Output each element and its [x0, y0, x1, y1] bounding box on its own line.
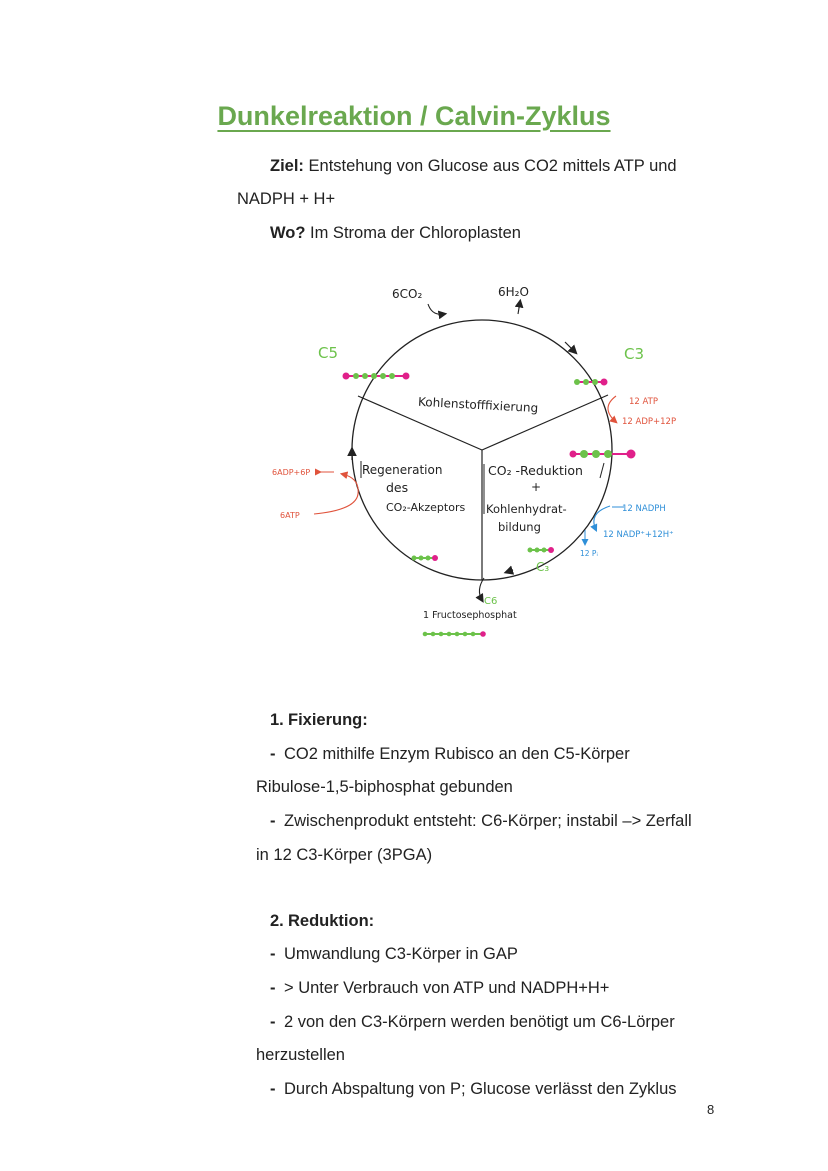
- section-2-title: Reduktion:: [288, 912, 375, 930]
- input-co2-label: 6CO₂: [392, 287, 423, 301]
- h2o-arrow-icon: [518, 302, 520, 314]
- goal-continuation: NADPH + H+: [237, 190, 336, 208]
- list-item-continuation: herzustellen: [256, 1046, 345, 1064]
- goal-line: [270, 157, 677, 176]
- c5-molecule-chain: [343, 373, 410, 380]
- regeneration-sector-label-3: CO₂-Akzeptors: [386, 501, 466, 514]
- section-1-title: Fixierung:: [288, 711, 368, 729]
- goal-text: Entstehung von Glucose aus CO2 mittels ATP und: [303, 157, 677, 175]
- reduction-sector-label-1: CO₂ -Reduktion: [488, 463, 583, 478]
- c3-double-phosphate-chain: [570, 450, 636, 459]
- fructosephosphate-molecule-chain: [423, 631, 486, 637]
- calvin-cycle-diagram: [260, 278, 700, 648]
- pi-out-label: 12 Pᵢ: [580, 549, 598, 558]
- list-item: - 2 von den C3-Körpern werden benötigt um C6-Lörper: [270, 1013, 675, 1031]
- section-1-number: 1.: [270, 711, 284, 729]
- section-2-number: 2.: [270, 912, 284, 930]
- section-1-heading: [270, 711, 368, 730]
- atp-in-label: 12 ATP: [629, 397, 658, 407]
- c3-bottom-label: C₃: [536, 560, 550, 574]
- list-item: - CO2 mithilfe Enzym Rubisco an den C5-Körper: [270, 745, 630, 763]
- nadph-in-label: 12 NADPH: [622, 504, 666, 514]
- list-item-continuation: in 12 C3-Körper (3PGA): [256, 846, 433, 864]
- c3-bottom-molecule-chain: [528, 547, 555, 553]
- list-item: - Zwischenprodukt entsteht: C6-Körper; instabil –> Zerfall: [270, 812, 692, 830]
- reduction-sector-label-3: Kohlenhydrat-: [486, 502, 567, 516]
- regen-atp-label: 6ATP: [280, 511, 300, 520]
- cycle-arrow-icon: [507, 570, 513, 572]
- where-line: [270, 224, 521, 243]
- section-2-heading: [270, 912, 374, 931]
- list-item-continuation: Ribulose-1,5-biphosphat gebunden: [256, 778, 513, 796]
- c6-label: C6: [484, 596, 498, 607]
- where-text: Im Stroma der Chloroplasten: [305, 224, 521, 242]
- c5-label: C5: [318, 344, 339, 362]
- list-item: - > Unter Verbrauch von ATP und NADPH+H+: [270, 979, 610, 997]
- list-item: - Umwandlung C3-Körper in GAP: [270, 945, 518, 963]
- nadph-arrow-icon: [594, 506, 610, 530]
- regen-adp-label: 6ADP+6P: [272, 468, 311, 477]
- nadp-out-label: 12 NADP⁺+12H⁺: [603, 530, 674, 540]
- fixation-sector-label: Kohlenstofffixierung: [417, 394, 539, 416]
- c3-right-label: C3: [624, 345, 645, 363]
- list-item: - Durch Abspaltung von P; Glucose verlässt den Zyklus: [270, 1080, 677, 1098]
- co2-arrow-icon: [428, 304, 444, 314]
- regeneration-sector-label-1: Regeneration: [362, 463, 443, 477]
- reduction-sector-label-2: +: [531, 480, 542, 494]
- where-label: Wo?: [270, 224, 306, 242]
- regen-atp-arrow-icon: [314, 474, 358, 514]
- c3-left-molecule-chain: [412, 555, 439, 561]
- regeneration-sector-label-2: des: [386, 480, 409, 495]
- atp-adp-arrow-icon: [608, 396, 616, 422]
- reduction-sector-label-4: bildung: [498, 520, 541, 534]
- page-number: 8: [707, 1102, 715, 1117]
- goal-label: Ziel:: [270, 157, 304, 175]
- adp-out-label: 12 ADP+12P: [622, 417, 677, 427]
- product-label: 1 Fructosephosphat: [423, 610, 517, 621]
- output-h2o-label: 6H₂O: [498, 285, 529, 299]
- page-title: Dunkelreaktion / Calvin-Zyklus: [217, 101, 611, 131]
